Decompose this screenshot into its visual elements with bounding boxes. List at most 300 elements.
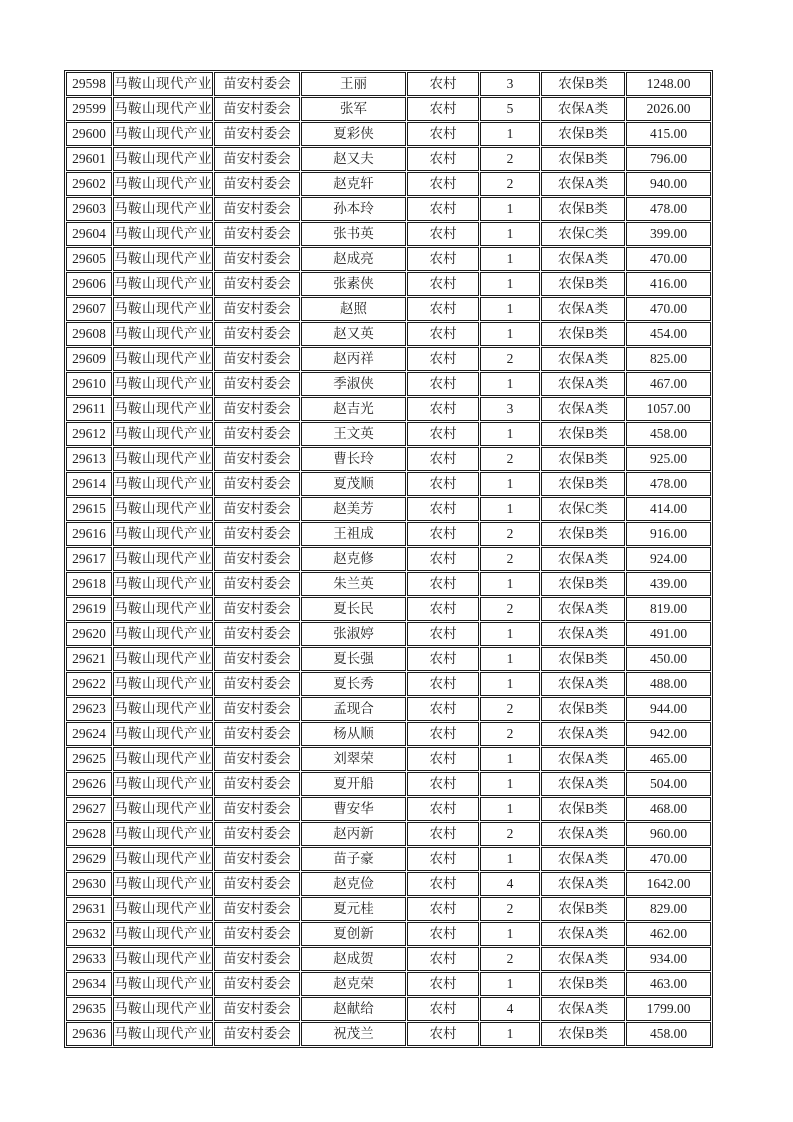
cell-name: 赵克俭 — [301, 872, 406, 896]
table-row — [66, 347, 711, 371]
cell-amount: 944.00 — [626, 697, 711, 721]
cell-insurance_category: 农保B类 — [541, 447, 625, 471]
cell-residence_type: 农村 — [407, 572, 479, 596]
cell-residence_type: 农村 — [407, 172, 479, 196]
cell-amount: 458.00 — [626, 422, 711, 446]
cell-id: 29620 — [66, 622, 112, 646]
cell-amount: 416.00 — [626, 272, 711, 296]
table-row — [66, 372, 711, 396]
cell-village: 苗安村委会 — [214, 622, 300, 646]
cell-village: 苗安村委会 — [214, 1022, 300, 1046]
cell-id: 29599 — [66, 97, 112, 121]
table-row — [66, 147, 711, 171]
cell-amount: 414.00 — [626, 497, 711, 521]
cell-village: 苗安村委会 — [214, 872, 300, 896]
cell-village: 苗安村委会 — [214, 172, 300, 196]
cell-unit: 马鞍山现代产业 — [113, 97, 213, 121]
cell-name: 王文英 — [301, 422, 406, 446]
cell-person_count: 1 — [480, 797, 540, 821]
cell-unit: 马鞍山现代产业 — [113, 297, 213, 321]
cell-residence_type: 农村 — [407, 597, 479, 621]
cell-person_count: 2 — [480, 522, 540, 546]
cell-name: 赵克荣 — [301, 972, 406, 996]
table-row — [66, 722, 711, 746]
cell-village: 苗安村委会 — [214, 422, 300, 446]
cell-person_count: 2 — [480, 897, 540, 921]
cell-id: 29600 — [66, 122, 112, 146]
cell-village: 苗安村委会 — [214, 922, 300, 946]
cell-insurance_category: 农保B类 — [541, 522, 625, 546]
cell-person_count: 1 — [480, 497, 540, 521]
cell-person_count: 1 — [480, 672, 540, 696]
cell-person_count: 3 — [480, 397, 540, 421]
cell-residence_type: 农村 — [407, 122, 479, 146]
cell-unit: 马鞍山现代产业 — [113, 972, 213, 996]
cell-unit: 马鞍山现代产业 — [113, 197, 213, 221]
cell-residence_type: 农村 — [407, 447, 479, 471]
cell-person_count: 1 — [480, 272, 540, 296]
cell-amount: 478.00 — [626, 197, 711, 221]
cell-unit: 马鞍山现代产业 — [113, 797, 213, 821]
cell-insurance_category: 农保A类 — [541, 172, 625, 196]
cell-unit: 马鞍山现代产业 — [113, 597, 213, 621]
table-row — [66, 497, 711, 521]
cell-village: 苗安村委会 — [214, 822, 300, 846]
cell-residence_type: 农村 — [407, 72, 479, 96]
cell-unit: 马鞍山现代产业 — [113, 647, 213, 671]
cell-insurance_category: 农保A类 — [541, 722, 625, 746]
cell-unit: 马鞍山现代产业 — [113, 922, 213, 946]
cell-id: 29608 — [66, 322, 112, 346]
cell-unit: 马鞍山现代产业 — [113, 947, 213, 971]
table-row — [66, 822, 711, 846]
cell-insurance_category: 农保A类 — [541, 947, 625, 971]
cell-residence_type: 农村 — [407, 897, 479, 921]
table-row — [66, 322, 711, 346]
table-row — [66, 647, 711, 671]
cell-amount: 796.00 — [626, 147, 711, 171]
cell-name: 赵丙祥 — [301, 347, 406, 371]
cell-id: 29630 — [66, 872, 112, 896]
cell-insurance_category: 农保B类 — [541, 197, 625, 221]
cell-village: 苗安村委会 — [214, 322, 300, 346]
cell-unit: 马鞍山现代产业 — [113, 897, 213, 921]
cell-insurance_category: 农保A类 — [541, 672, 625, 696]
cell-id: 29622 — [66, 672, 112, 696]
cell-person_count: 3 — [480, 72, 540, 96]
cell-name: 赵照 — [301, 297, 406, 321]
table-row — [66, 897, 711, 921]
table-row — [66, 872, 711, 896]
cell-name: 赵吉光 — [301, 397, 406, 421]
cell-unit: 马鞍山现代产业 — [113, 347, 213, 371]
cell-name: 赵美芳 — [301, 497, 406, 521]
cell-id: 29627 — [66, 797, 112, 821]
cell-insurance_category: 农保A类 — [541, 372, 625, 396]
cell-person_count: 4 — [480, 997, 540, 1021]
cell-residence_type: 农村 — [407, 822, 479, 846]
cell-name: 孟现合 — [301, 697, 406, 721]
cell-residence_type: 农村 — [407, 322, 479, 346]
cell-unit: 马鞍山现代产业 — [113, 847, 213, 871]
cell-name: 夏创新 — [301, 922, 406, 946]
cell-person_count: 2 — [480, 447, 540, 471]
cell-person_count: 1 — [480, 847, 540, 871]
cell-id: 29636 — [66, 1022, 112, 1046]
cell-unit: 马鞍山现代产业 — [113, 547, 213, 571]
cell-person_count: 1 — [480, 647, 540, 671]
cell-id: 29598 — [66, 72, 112, 96]
cell-residence_type: 农村 — [407, 397, 479, 421]
table-row — [66, 947, 711, 971]
cell-person_count: 2 — [480, 822, 540, 846]
table-row — [66, 997, 711, 1021]
cell-residence_type: 农村 — [407, 297, 479, 321]
cell-insurance_category: 农保C类 — [541, 222, 625, 246]
cell-insurance_category: 农保A类 — [541, 297, 625, 321]
cell-residence_type: 农村 — [407, 272, 479, 296]
table-body — [66, 72, 711, 1046]
cell-name: 刘翠荣 — [301, 747, 406, 771]
cell-residence_type: 农村 — [407, 247, 479, 271]
cell-village: 苗安村委会 — [214, 197, 300, 221]
cell-insurance_category: 农保B类 — [541, 72, 625, 96]
cell-village: 苗安村委会 — [214, 122, 300, 146]
cell-unit: 马鞍山现代产业 — [113, 372, 213, 396]
cell-id: 29625 — [66, 747, 112, 771]
cell-name: 赵成贺 — [301, 947, 406, 971]
cell-person_count: 1 — [480, 772, 540, 796]
cell-id: 29610 — [66, 372, 112, 396]
cell-village: 苗安村委会 — [214, 347, 300, 371]
cell-insurance_category: 农保B类 — [541, 572, 625, 596]
cell-residence_type: 农村 — [407, 772, 479, 796]
table-row — [66, 72, 711, 96]
cell-amount: 1642.00 — [626, 872, 711, 896]
cell-id: 29631 — [66, 897, 112, 921]
cell-person_count: 1 — [480, 322, 540, 346]
cell-unit: 马鞍山现代产业 — [113, 222, 213, 246]
cell-name: 张军 — [301, 97, 406, 121]
cell-unit: 马鞍山现代产业 — [113, 497, 213, 521]
cell-residence_type: 农村 — [407, 147, 479, 171]
cell-person_count: 2 — [480, 722, 540, 746]
cell-unit: 马鞍山现代产业 — [113, 422, 213, 446]
cell-person_count: 1 — [480, 122, 540, 146]
cell-unit: 马鞍山现代产业 — [113, 672, 213, 696]
cell-id: 29614 — [66, 472, 112, 496]
cell-unit: 马鞍山现代产业 — [113, 872, 213, 896]
cell-insurance_category: 农保B类 — [541, 272, 625, 296]
cell-name: 祝茂兰 — [301, 1022, 406, 1046]
cell-name: 苗子豪 — [301, 847, 406, 871]
table-row — [66, 197, 711, 221]
cell-id: 29633 — [66, 947, 112, 971]
cell-person_count: 1 — [480, 422, 540, 446]
cell-amount: 467.00 — [626, 372, 711, 396]
cell-name: 赵成亮 — [301, 247, 406, 271]
table-row — [66, 397, 711, 421]
cell-village: 苗安村委会 — [214, 597, 300, 621]
cell-amount: 925.00 — [626, 447, 711, 471]
table-row — [66, 622, 711, 646]
cell-amount: 825.00 — [626, 347, 711, 371]
cell-person_count: 2 — [480, 547, 540, 571]
cell-village: 苗安村委会 — [214, 272, 300, 296]
cell-residence_type: 农村 — [407, 472, 479, 496]
cell-amount: 470.00 — [626, 247, 711, 271]
cell-insurance_category: 农保A类 — [541, 622, 625, 646]
table-row — [66, 247, 711, 271]
cell-name: 孙本玲 — [301, 197, 406, 221]
cell-name: 张素侠 — [301, 272, 406, 296]
cell-village: 苗安村委会 — [214, 447, 300, 471]
cell-residence_type: 农村 — [407, 622, 479, 646]
cell-person_count: 1 — [480, 972, 540, 996]
cell-insurance_category: 农保B类 — [541, 322, 625, 346]
cell-name: 赵又英 — [301, 322, 406, 346]
cell-id: 29632 — [66, 922, 112, 946]
cell-id: 29617 — [66, 547, 112, 571]
cell-village: 苗安村委会 — [214, 547, 300, 571]
cell-residence_type: 农村 — [407, 522, 479, 546]
cell-insurance_category: 农保B类 — [541, 797, 625, 821]
cell-unit: 马鞍山现代产业 — [113, 147, 213, 171]
cell-insurance_category: 农保A类 — [541, 547, 625, 571]
cell-id: 29619 — [66, 597, 112, 621]
cell-residence_type: 农村 — [407, 347, 479, 371]
cell-id: 29634 — [66, 972, 112, 996]
cell-name: 赵献给 — [301, 997, 406, 1021]
cell-amount: 2026.00 — [626, 97, 711, 121]
cell-unit: 马鞍山现代产业 — [113, 997, 213, 1021]
cell-name: 赵克轩 — [301, 172, 406, 196]
cell-village: 苗安村委会 — [214, 147, 300, 171]
cell-name: 夏茂顺 — [301, 472, 406, 496]
cell-village: 苗安村委会 — [214, 772, 300, 796]
cell-insurance_category: 农保A类 — [541, 772, 625, 796]
cell-person_count: 1 — [480, 572, 540, 596]
cell-amount: 488.00 — [626, 672, 711, 696]
cell-id: 29606 — [66, 272, 112, 296]
cell-village: 苗安村委会 — [214, 997, 300, 1021]
cell-name: 王丽 — [301, 72, 406, 96]
table-row — [66, 522, 711, 546]
cell-unit: 马鞍山现代产业 — [113, 722, 213, 746]
cell-amount: 470.00 — [626, 847, 711, 871]
cell-village: 苗安村委会 — [214, 572, 300, 596]
table-row — [66, 272, 711, 296]
cell-insurance_category: 农保B类 — [541, 422, 625, 446]
cell-insurance_category: 农保B类 — [541, 122, 625, 146]
cell-unit: 马鞍山现代产业 — [113, 772, 213, 796]
cell-village: 苗安村委会 — [214, 797, 300, 821]
cell-person_count: 2 — [480, 947, 540, 971]
cell-unit: 马鞍山现代产业 — [113, 272, 213, 296]
table-row — [66, 847, 711, 871]
cell-residence_type: 农村 — [407, 97, 479, 121]
cell-amount: 491.00 — [626, 622, 711, 646]
cell-id: 29604 — [66, 222, 112, 246]
cell-person_count: 2 — [480, 347, 540, 371]
table-row — [66, 922, 711, 946]
cell-residence_type: 农村 — [407, 747, 479, 771]
cell-unit: 马鞍山现代产业 — [113, 822, 213, 846]
cell-amount: 1057.00 — [626, 397, 711, 421]
cell-village: 苗安村委会 — [214, 97, 300, 121]
cell-id: 29602 — [66, 172, 112, 196]
cell-residence_type: 农村 — [407, 997, 479, 1021]
cell-person_count: 2 — [480, 147, 540, 171]
cell-insurance_category: 农保A类 — [541, 997, 625, 1021]
cell-amount: 829.00 — [626, 897, 711, 921]
cell-residence_type: 农村 — [407, 872, 479, 896]
table-row — [66, 972, 711, 996]
cell-id: 29613 — [66, 447, 112, 471]
cell-name: 夏开船 — [301, 772, 406, 796]
cell-id: 29616 — [66, 522, 112, 546]
cell-residence_type: 农村 — [407, 222, 479, 246]
cell-insurance_category: 农保A类 — [541, 922, 625, 946]
cell-insurance_category: 农保B类 — [541, 472, 625, 496]
cell-unit: 马鞍山现代产业 — [113, 622, 213, 646]
cell-unit: 马鞍山现代产业 — [113, 447, 213, 471]
cell-id: 29624 — [66, 722, 112, 746]
table-row — [66, 422, 711, 446]
cell-person_count: 1 — [480, 372, 540, 396]
cell-person_count: 1 — [480, 197, 540, 221]
cell-person_count: 1 — [480, 747, 540, 771]
cell-id: 29618 — [66, 572, 112, 596]
cell-unit: 马鞍山现代产业 — [113, 472, 213, 496]
cell-unit: 马鞍山现代产业 — [113, 247, 213, 271]
cell-id: 29611 — [66, 397, 112, 421]
cell-id: 29609 — [66, 347, 112, 371]
table-row — [66, 772, 711, 796]
cell-insurance_category: 农保A类 — [541, 872, 625, 896]
cell-residence_type: 农村 — [407, 197, 479, 221]
cell-unit: 马鞍山现代产业 — [113, 1022, 213, 1046]
table-row — [66, 172, 711, 196]
cell-unit: 马鞍山现代产业 — [113, 322, 213, 346]
cell-insurance_category: 农保A类 — [541, 247, 625, 271]
cell-name: 夏长强 — [301, 647, 406, 671]
cell-unit: 马鞍山现代产业 — [113, 72, 213, 96]
cell-amount: 439.00 — [626, 572, 711, 596]
cell-village: 苗安村委会 — [214, 672, 300, 696]
table-row — [66, 547, 711, 571]
cell-insurance_category: 农保B类 — [541, 147, 625, 171]
cell-amount: 1248.00 — [626, 72, 711, 96]
cell-id: 29635 — [66, 997, 112, 1021]
cell-name: 夏彩侠 — [301, 122, 406, 146]
table-row — [66, 222, 711, 246]
cell-name: 王祖成 — [301, 522, 406, 546]
cell-residence_type: 农村 — [407, 1022, 479, 1046]
cell-name: 曹安华 — [301, 797, 406, 821]
cell-amount: 934.00 — [626, 947, 711, 971]
cell-residence_type: 农村 — [407, 497, 479, 521]
cell-village: 苗安村委会 — [214, 497, 300, 521]
cell-residence_type: 农村 — [407, 422, 479, 446]
cell-id: 29621 — [66, 647, 112, 671]
cell-person_count: 2 — [480, 697, 540, 721]
cell-unit: 马鞍山现代产业 — [113, 522, 213, 546]
cell-person_count: 5 — [480, 97, 540, 121]
table-row — [66, 672, 711, 696]
cell-amount: 468.00 — [626, 797, 711, 821]
cell-village: 苗安村委会 — [214, 697, 300, 721]
cell-person_count: 2 — [480, 172, 540, 196]
cell-id: 29615 — [66, 497, 112, 521]
cell-person_count: 1 — [480, 1022, 540, 1046]
cell-unit: 马鞍山现代产业 — [113, 697, 213, 721]
cell-amount: 942.00 — [626, 722, 711, 746]
cell-residence_type: 农村 — [407, 722, 479, 746]
cell-amount: 916.00 — [626, 522, 711, 546]
cell-person_count: 1 — [480, 222, 540, 246]
cell-name: 杨从顺 — [301, 722, 406, 746]
cell-amount: 454.00 — [626, 322, 711, 346]
cell-amount: 1799.00 — [626, 997, 711, 1021]
cell-residence_type: 农村 — [407, 972, 479, 996]
cell-village: 苗安村委会 — [214, 472, 300, 496]
cell-amount: 463.00 — [626, 972, 711, 996]
cell-name: 张书英 — [301, 222, 406, 246]
cell-name: 赵丙新 — [301, 822, 406, 846]
cell-name: 张淑婷 — [301, 622, 406, 646]
cell-amount: 819.00 — [626, 597, 711, 621]
cell-insurance_category: 农保A类 — [541, 747, 625, 771]
cell-unit: 马鞍山现代产业 — [113, 172, 213, 196]
cell-person_count: 1 — [480, 922, 540, 946]
cell-residence_type: 农村 — [407, 947, 479, 971]
cell-person_count: 1 — [480, 622, 540, 646]
cell-insurance_category: 农保A类 — [541, 97, 625, 121]
insurance-payment-table — [64, 70, 713, 1048]
cell-person_count: 1 — [480, 247, 540, 271]
cell-village: 苗安村委会 — [214, 522, 300, 546]
cell-unit: 马鞍山现代产业 — [113, 747, 213, 771]
cell-insurance_category: 农保B类 — [541, 1022, 625, 1046]
cell-village: 苗安村委会 — [214, 897, 300, 921]
cell-name: 夏元桂 — [301, 897, 406, 921]
cell-amount: 450.00 — [626, 647, 711, 671]
cell-amount: 940.00 — [626, 172, 711, 196]
cell-amount: 470.00 — [626, 297, 711, 321]
cell-person_count: 1 — [480, 472, 540, 496]
cell-village: 苗安村委会 — [214, 972, 300, 996]
cell-insurance_category: 农保A类 — [541, 397, 625, 421]
cell-insurance_category: 农保B类 — [541, 647, 625, 671]
cell-name: 夏长民 — [301, 597, 406, 621]
cell-name: 朱兰英 — [301, 572, 406, 596]
cell-id: 29628 — [66, 822, 112, 846]
table-row — [66, 297, 711, 321]
cell-insurance_category: 农保A类 — [541, 347, 625, 371]
cell-name: 赵克修 — [301, 547, 406, 571]
cell-village: 苗安村委会 — [214, 647, 300, 671]
cell-person_count: 2 — [480, 597, 540, 621]
cell-amount: 504.00 — [626, 772, 711, 796]
cell-id: 29623 — [66, 697, 112, 721]
cell-id: 29603 — [66, 197, 112, 221]
cell-unit: 马鞍山现代产业 — [113, 122, 213, 146]
cell-id: 29605 — [66, 247, 112, 271]
cell-insurance_category: 农保A类 — [541, 597, 625, 621]
cell-village: 苗安村委会 — [214, 722, 300, 746]
cell-residence_type: 农村 — [407, 672, 479, 696]
